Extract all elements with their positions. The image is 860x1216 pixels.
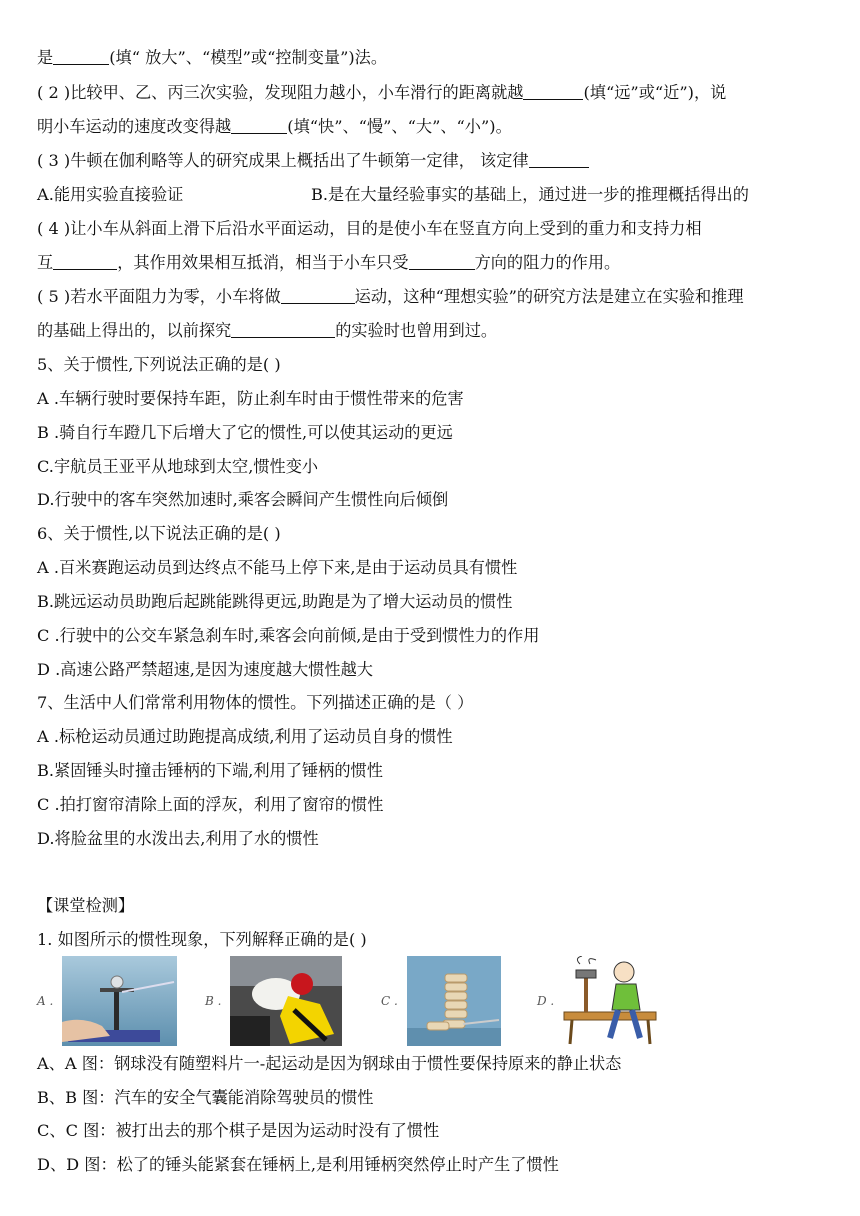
fill-blank[interactable] [53,48,109,65]
text-line-5 [37,185,827,205]
q7-option[interactable]: B.紧固锤头时撞击锤柄的下端,利用了锤柄的惯性 [37,761,383,780]
check1-option[interactable]: A、A 图：钢球没有随塑料片一-起运动是因为钢球由于惯性要保持原来的静止状态 [37,1054,622,1073]
text-line-4: ( 3 )牛顿在伽利略等人的研究成果上概括出了牛顿第一定律， 该定律 [37,151,589,171]
text-line-8: ( 5 )若水平面阻力为零，小车将做 运动，这种“理想实验”的研究方法是建立在实验和推理 [37,287,744,306]
check1-stem: 1. 如图所示的惯性现象，下列解释正确的是( ) [37,930,367,949]
q5-option[interactable]: A .车辆行驶时要保持车距，防止刹车时由于惯性带来的危害 [37,389,464,408]
check1-option[interactable]: B、B 图：汽车的安全气囊能消除驾驶员的惯性 [37,1088,374,1107]
check1-option[interactable]: C、C 图：被打出去的那个棋子是因为运动时没有了惯性 [37,1121,440,1140]
figure-b-airbag [230,956,342,1046]
q7-option[interactable]: A .标枪运动员通过助跑提高成绩,利用了运动员自身的惯性 [37,727,453,746]
figure-d-hammer [560,956,660,1046]
text-line-7: 互 ，其作用效果相互抵消，相当于小车只受 方向的阻力的作用。 [37,253,621,272]
q6-option[interactable]: D .高速公路严禁超速,是因为速度越大惯性越大 [37,660,373,679]
q7-stem: 7、生活中人们常常利用物体的惯性。下列描述正确的是（ ） [37,693,474,712]
text-line-1: 是 (填“ 放大”、“模型”或“控制变量”)法。 [37,48,388,67]
text-line-6: ( 4 )让小车从斜面上滑下后沿水平面运动，目的是使小车在竖直方向上受到的重力和支持力相 [37,219,702,238]
option-b: B.是在大量经验事实的基础上，通过进一步的推理概括得出的 [311,185,749,204]
fill-blank[interactable] [231,117,287,134]
q6-stem: 6、关于惯性,以下说法正确的是( ) [37,524,281,543]
q5-option[interactable]: D.行驶中的客车突然加速时,乘客会瞬间产生惯性向后倾倒 [37,490,449,509]
check1-option[interactable]: D、D 图：松了的锤头能紧套在锤柄上,是利用锤柄突然停止时产生了惯性 [37,1155,559,1174]
text-line-9: 的基础上得出的，以前探究 的实验时也曾用到过。 [37,321,498,340]
section-title: 【课堂检测】 [37,896,135,915]
figure-c-checkers [407,956,501,1046]
figure-a-steel-ball [62,956,177,1046]
option-a: A.能用实验直接验证 [37,185,184,204]
q5-option[interactable]: C.宇航员王亚平从地球到太空,惯性变小 [37,457,319,476]
figure-label-c: C . [381,994,398,1008]
fill-blank[interactable] [409,253,475,270]
fill-blank[interactable] [281,287,355,304]
figure-label-b: B . [205,994,222,1008]
fill-blank[interactable] [523,83,583,100]
q6-option[interactable]: C .行驶中的公交车紧急刹车时,乘客会向前倾,是由于受到惯性力的作用 [37,626,540,645]
q7-option[interactable]: C .拍打窗帘清除上面的浮灰，利用了窗帘的惯性 [37,795,384,814]
q6-option[interactable]: A .百米赛跑运动员到达终点不能马上停下来,是由于运动员具有惯性 [37,558,518,577]
text-line-2: ( 2 )比较甲、乙、丙三次实验，发现阻力越小，小车滑行的距离就越 (填“远”或“近”)，说 [37,83,727,102]
q5-option[interactable]: B .骑自行车蹬几下后增大了它的惯性,可以使其运动的更远 [37,423,453,442]
fill-blank[interactable] [529,151,589,168]
q6-option[interactable]: B.跳远运动员助跑后起跳能跳得更远,助跑是为了增大运动员的惯性 [37,592,513,611]
fill-blank[interactable] [231,321,335,338]
q7-option[interactable]: D.将脸盆里的水泼出去,利用了水的惯性 [37,829,319,848]
figure-label-d: D . [537,994,555,1008]
q5-stem: 5、关于惯性,下列说法正确的是( ) [37,355,281,374]
fill-blank[interactable] [53,253,117,270]
text-line-3: 明小车运动的速度改变得越 (填“快”、“慢”、“大”、“小”)。 [37,117,512,136]
figure-label-a: A . [37,994,54,1008]
